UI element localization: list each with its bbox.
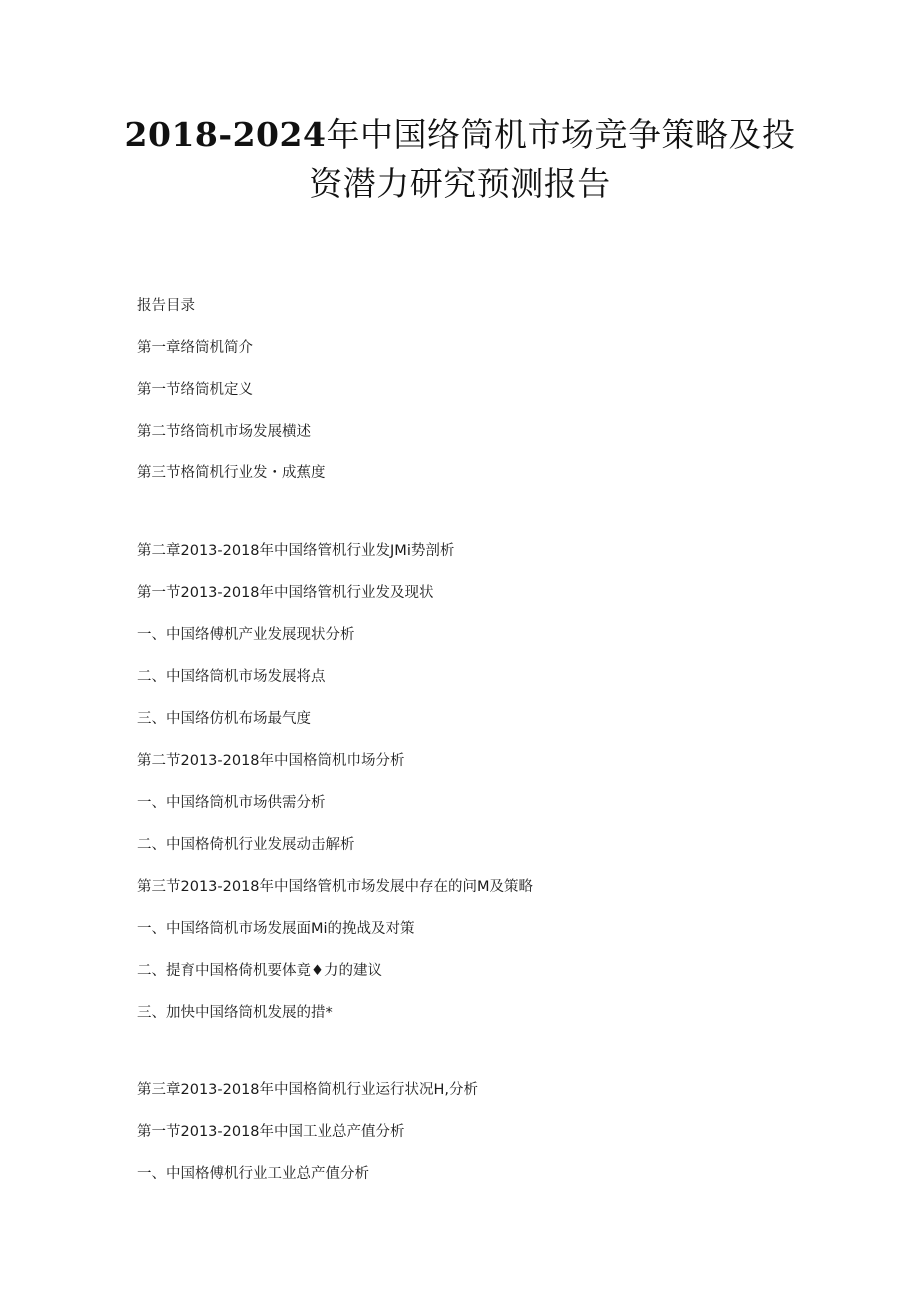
toc-section: 第三节2013-2018年中国络管机市场发展中存在的问M及策略 [137,879,534,895]
toc-section: 第二节2013-2018年中国格筒机巾场分析 [137,753,405,769]
toc-section: 第一节2013-2018年中国工业总产值分析 [137,1124,405,1140]
toc-item: 二、提育中国格倚机要体竟♦力的建议 [137,963,382,979]
toc-item: 三、中国络仿机布场最气度 [137,711,311,727]
toc-section: 第一节2013-2018年中国络管机行业发及现状 [137,585,434,601]
report-title-line-2: 资潜力研究预测报告 [309,164,611,203]
toc-item: 二、中国络筒机市场发展将点 [137,669,326,685]
toc-section: 第二节络筒机市场发展横述 [137,424,311,440]
toc-item: 一、中国络傅机产业发展现状分析 [137,627,355,643]
toc-chapter: 第二章2013-2018年中国络管机行业发JMi势剖析 [137,543,455,559]
toc-section: 第三节格简机行业发・成蕉度 [137,465,326,481]
toc-chapter: 第三章2013-2018年中国格简机行业运行状况H,分析 [137,1082,479,1098]
toc-heading: 报告目录 [137,298,195,314]
toc-item: 一、中国络筒机市场供需分析 [137,795,326,811]
toc-item: 二、中国格倚机行业发展动击解析 [137,837,355,853]
toc-item: 一、中国格傅机行业工业总产值分析 [137,1166,369,1182]
report-title-line-1 [0,112,920,158]
toc-item: 一、中国络筒机市场发展面Mi的挽战及对策 [137,921,415,937]
report-title-years: 2018-2024 [124,115,327,154]
toc-chapter: 第一章络筒机简介 [137,340,253,356]
toc-item: 三、加快中国络筒机发展的措* [137,1005,333,1021]
report-title-text: 年中国络筒机市场竞争策略及投 [326,115,796,154]
toc-section: 第一节络筒机定义 [137,382,253,398]
